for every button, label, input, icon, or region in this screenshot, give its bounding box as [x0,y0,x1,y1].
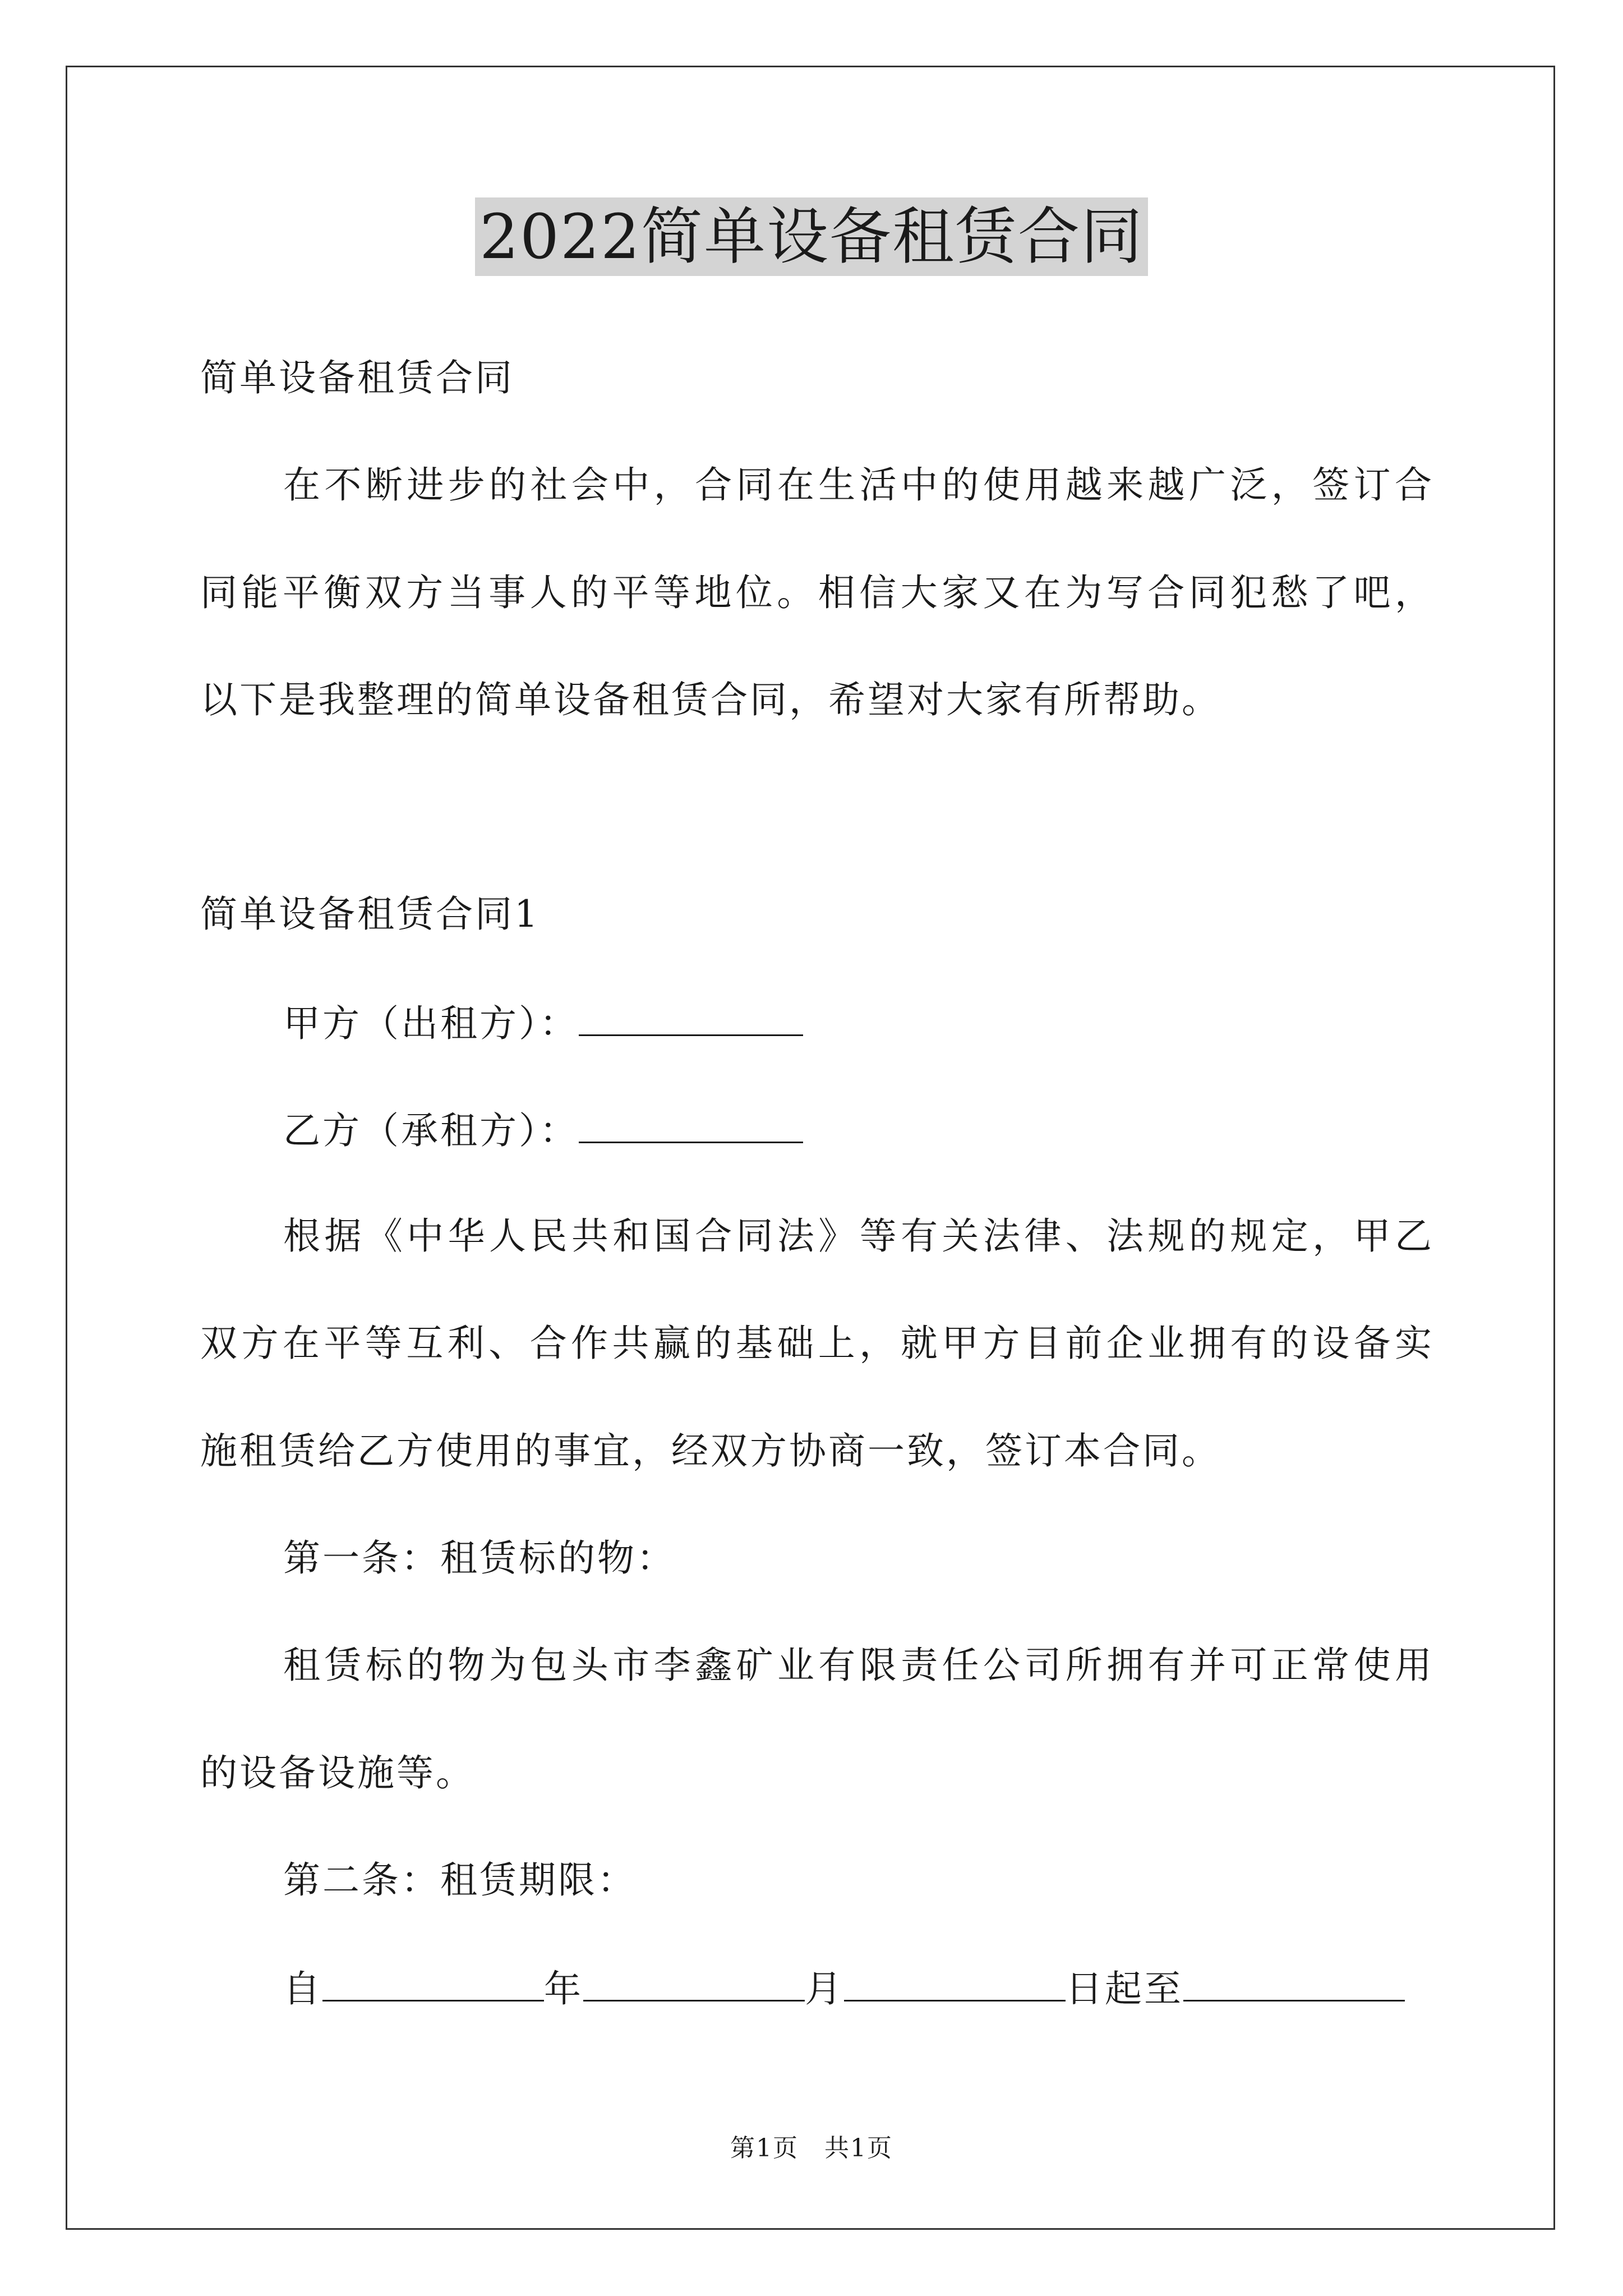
period-month-label: 月 [805,1967,844,2010]
party-b-line [283,1107,803,1153]
period-start-day-blank[interactable] [844,1965,1066,2001]
party-a-line [283,1000,803,1046]
intro-line-3: 以下是我整理的简单设备租赁合同，希望对大家有所帮助。 [200,678,1221,721]
period-year-label: 年 [544,1967,583,2010]
basis-line-1: 根据《中华人民共和国合同法》等有关法律、法规的规定，甲乙 [283,1214,1434,1258]
party-a-blank[interactable] [579,1000,803,1036]
period-end-blank[interactable] [1183,1965,1405,2001]
basis-line-2: 双方在平等互利、合作共赢的基础上，就甲方目前企业拥有的设备实 [200,1322,1434,1365]
period-line [283,1965,1405,2012]
basis-line-3: 施租赁给乙方使用的事宜，经双方协商一致，签订本合同。 [200,1429,1221,1473]
intro-line-1: 在不断进步的社会中，合同在生活中的使用越来越广泛，签订合 [283,463,1434,507]
period-start-year-blank[interactable] [322,1965,544,2001]
title-wrapper [0,197,1623,276]
section-heading: 简单设备租赁合同1 [200,892,540,936]
document-subtitle: 简单设备租赁合同 [200,356,514,399]
page-footer: 第1页 共1页 [730,2134,893,2162]
intro-line-2: 同能平衡双方当事人的平等地位。相信大家又在为写合同犯愁了吧， [200,571,1434,614]
party-b-label: 乙方（承租方）： [283,1109,579,1152]
article1-body-line-2: 的设备设施等。 [200,1751,475,1795]
article2-heading: 第二条：租赁期限： [283,1858,637,1902]
document-title: 2022简单设备租赁合同 [475,197,1148,276]
period-start-month-blank[interactable] [583,1965,805,2001]
article1-body-line-1: 租赁标的物为包头市李鑫矿业有限责任公司所拥有并可正常使用 [283,1644,1434,1687]
party-b-blank[interactable] [579,1107,803,1143]
article1-heading: 第一条：租赁标的物： [283,1536,676,1580]
party-a-label: 甲方（出租方）： [283,1002,579,1045]
period-day-until-label: 日起至 [1066,1967,1183,2010]
period-from-label: 自 [283,1967,322,2010]
